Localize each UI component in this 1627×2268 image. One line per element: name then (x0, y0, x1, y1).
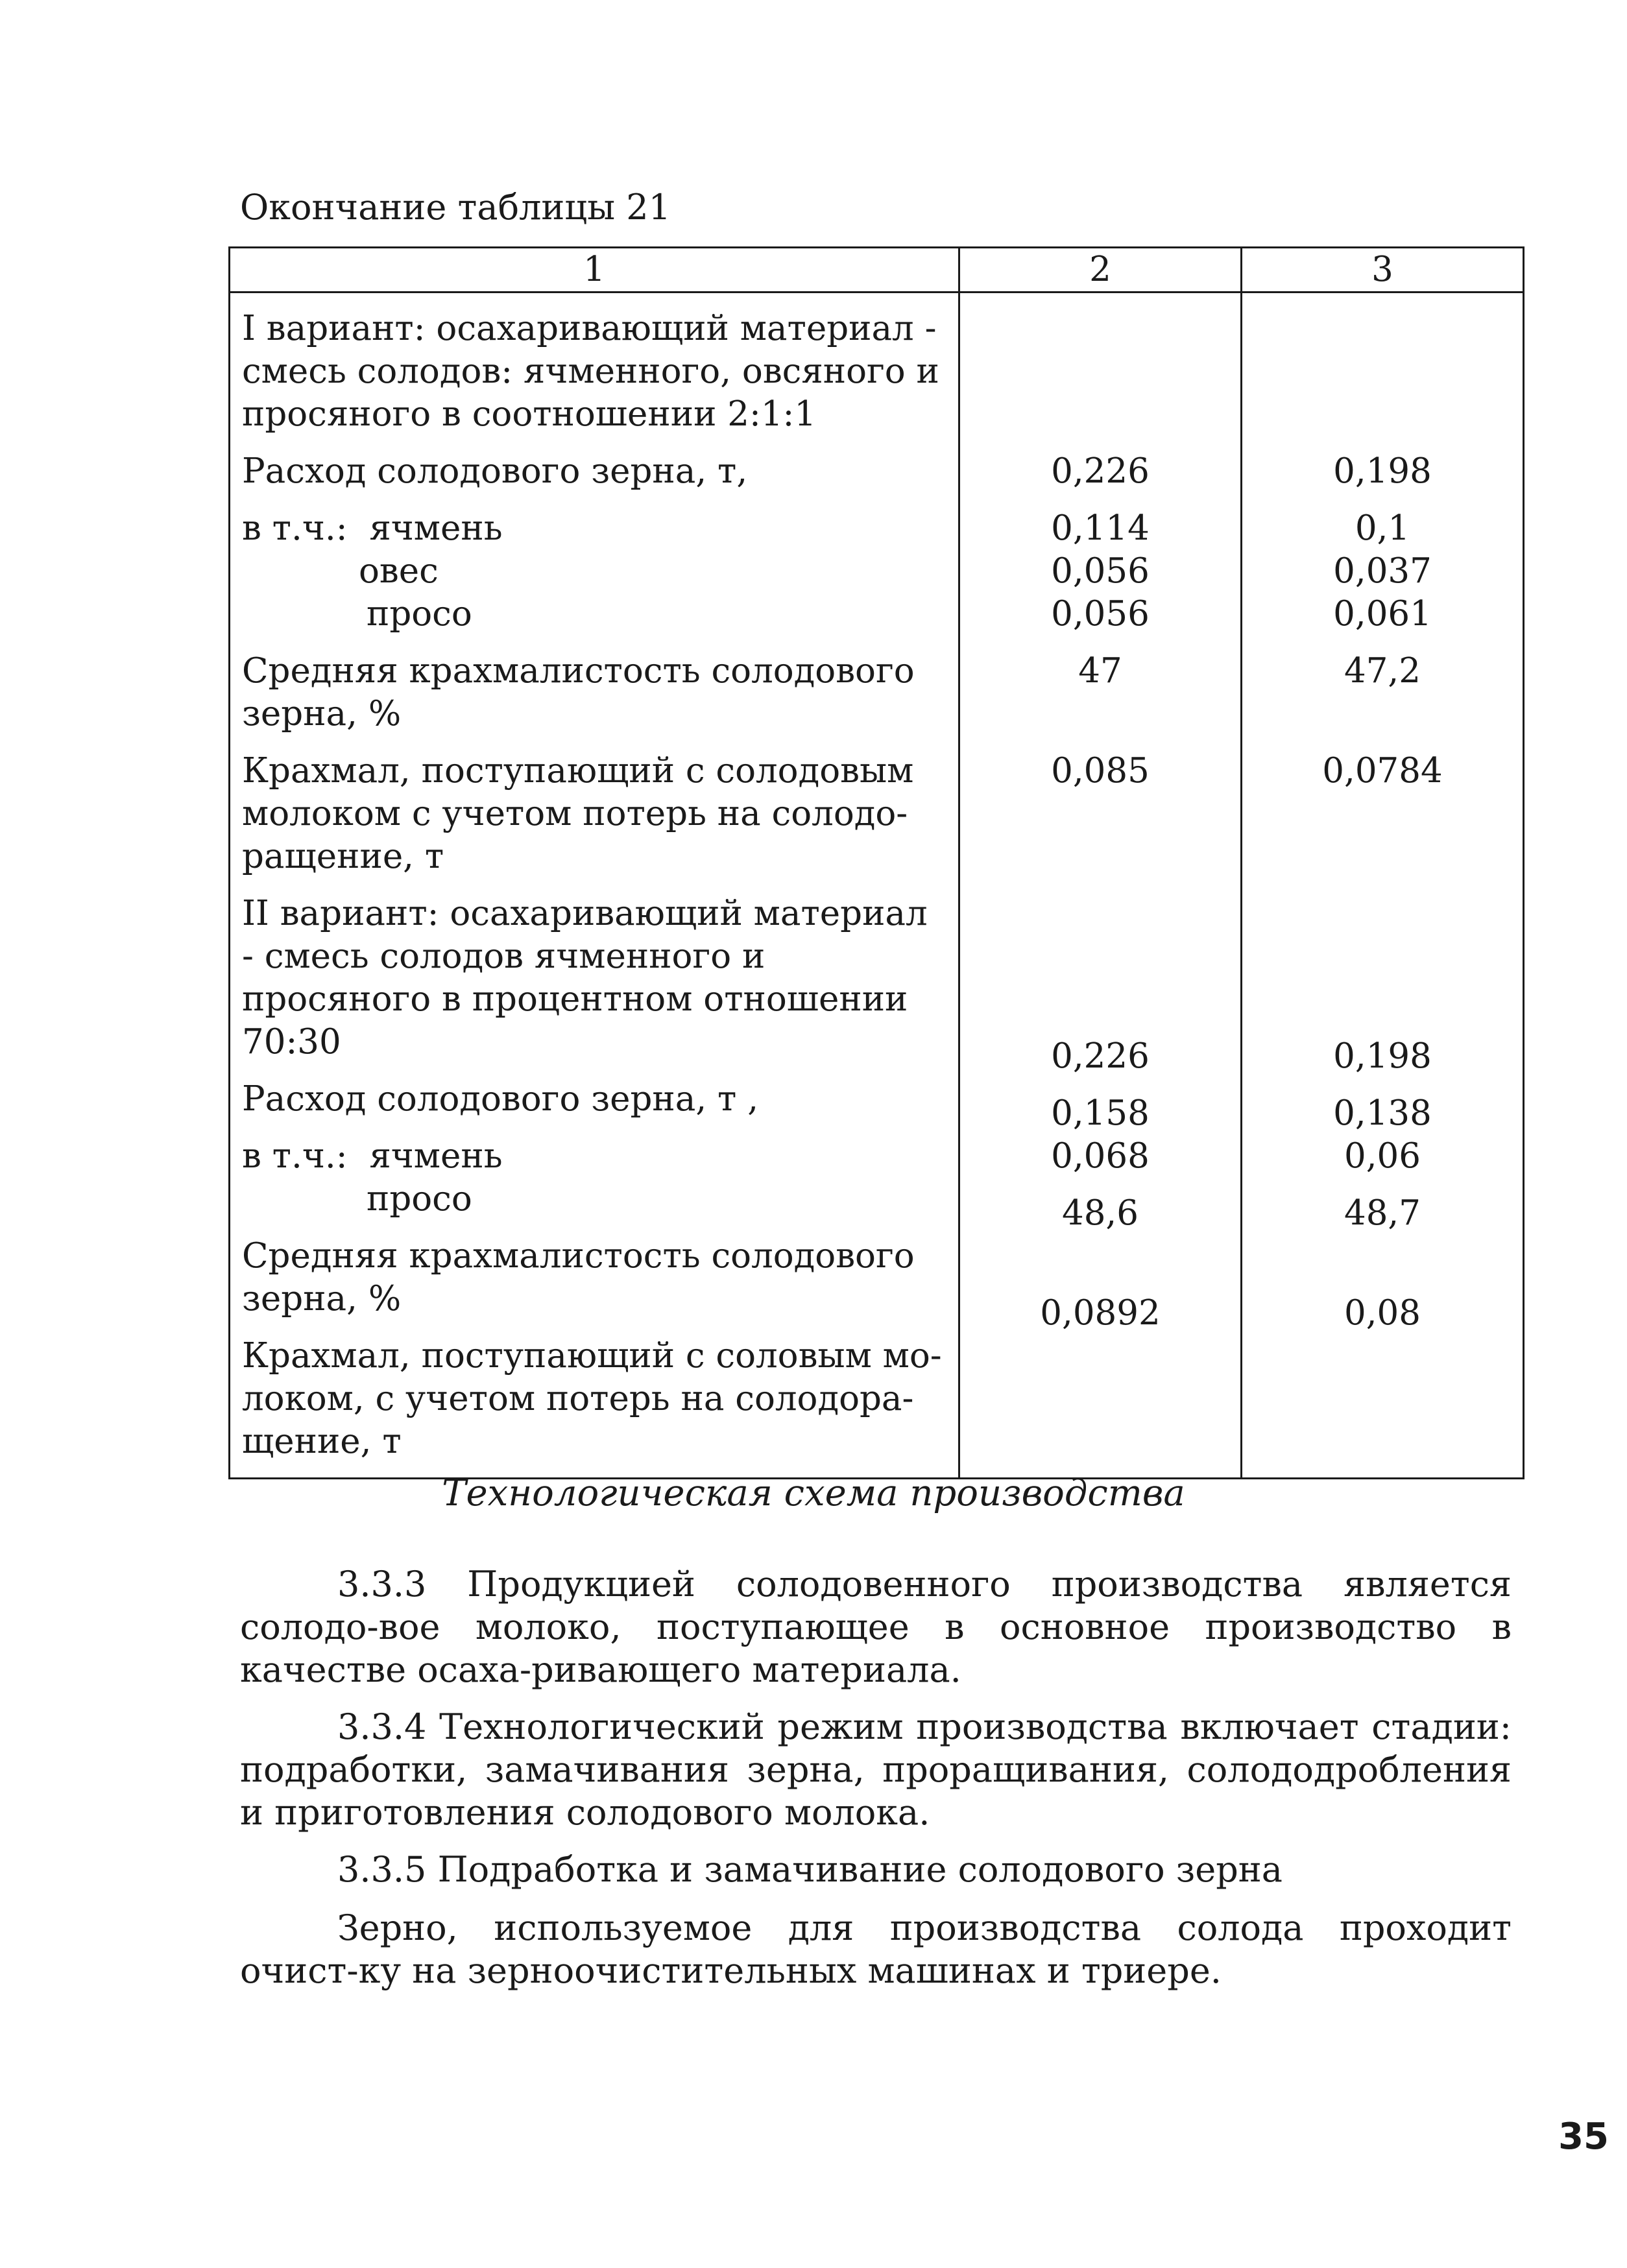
incl-prefix: в т.ч.: (242, 1136, 348, 1176)
v2-starchiness-c2-value: 48,6 (1061, 1193, 1139, 1233)
v1-starchiness-label: Средняя крахмалистость солодового зерна, % (242, 651, 915, 734)
v1-oats-c2: 0,056 (1051, 551, 1150, 591)
paragraph-grain-text: Зерно, используемое для производства солода проходит очист-ку на зерноочистительных машинах и триере. (240, 1907, 1512, 1991)
variant-1-heading: I вариант: осахаривающий материал - смесь солодов: ячменного, овсяного и просяного в соотношении 2:1:1 (242, 309, 939, 434)
v2-starchiness-label: Средняя крахмалистость солодового зерна, % (242, 1236, 915, 1319)
header-col-2: 2 (959, 248, 1241, 292)
v2-millet-label: просо (367, 1179, 472, 1219)
page-number: 35 (1558, 2116, 1609, 2158)
paragraph-3-3-4 (240, 1706, 1512, 1834)
v1-heading-spacer (972, 307, 1229, 450)
paragraph-3-3-5 (240, 1848, 1512, 1891)
v1-barley-line (242, 507, 946, 550)
v1-millet-c3: 0,061 (1333, 594, 1432, 634)
v1-starch-c2-value: 0,085 (1051, 751, 1150, 791)
v2-starch-label: Крахмал, поступающий с соловым мо-локом, с учетом потерь на солодора-щение, т (242, 1336, 942, 1461)
v2-barley-c2: 0,158 (1051, 1093, 1150, 1133)
header-col-1: 1 (230, 248, 959, 292)
v1-barley-c3: 0,1 (1355, 508, 1410, 548)
section-title: Технологическая схема производства (442, 1472, 1185, 1514)
v2-heading-spacer (972, 892, 1229, 1035)
v2-starch-c2: 0,0892 (1040, 1293, 1161, 1333)
v2-millet-c3: 0,06 (1344, 1136, 1421, 1176)
v2-millet-c2: 0,068 (1051, 1136, 1150, 1176)
v1-starchiness-c3 (1254, 650, 1511, 750)
table-cell-label (230, 292, 959, 1464)
v2-consumption-label: Расход солодового зерна, т , (242, 1079, 759, 1119)
table-cell-col-2 (959, 292, 1241, 1464)
v1-starchiness-c2 (972, 650, 1229, 750)
v1-starch-c3 (1254, 750, 1511, 892)
v1-heading-spacer (1254, 307, 1511, 450)
v1-starch-c2 (972, 750, 1229, 892)
v1-barley-label: ячмень (369, 508, 503, 548)
table-header-row (230, 248, 1524, 292)
v1-starch-c3-value: 0,0784 (1322, 751, 1443, 791)
paragraph-3-3-5-text: 3.3.5 Подработка и замачивание солодового зерна (337, 1849, 1283, 1890)
paragraph-3-3-3-text: 3.3.3 Продукцией солодовенного производства является солодо-вое молоко, поступающее в основное производство в качестве осаха-ривающего материала. (240, 1564, 1512, 1690)
v1-oats-label: овес (359, 551, 439, 591)
v1-consumption-c2: 0,226 (1051, 451, 1150, 491)
table-row (230, 292, 1524, 1464)
table-caption: Окончание таблицы 21 (240, 187, 671, 228)
v2-starchiness-c2 (972, 1192, 1229, 1292)
v2-consumption-c2: 0,226 (1051, 1036, 1150, 1076)
v1-consumption-c3: 0,198 (1333, 451, 1432, 491)
v2-barley-label: ячмень (369, 1136, 503, 1176)
v2-starch-c3: 0,08 (1344, 1293, 1421, 1333)
v1-consumption-label: Расход солодового зерна, т, (242, 451, 748, 491)
v2-barley-line (242, 1135, 946, 1178)
paragraph-3-3-4-text: 3.3.4 Технологический режим производства включает стадии: подработки, замачивания зерна, проращивания, солододробления и приготовления солодового молока. (240, 1706, 1512, 1833)
v2-barley-c3: 0,138 (1333, 1093, 1432, 1133)
v2-starchiness-c3 (1254, 1192, 1511, 1292)
v1-millet-c2: 0,056 (1051, 594, 1150, 634)
v1-starchiness-c2-value: 47 (1078, 651, 1122, 691)
paragraph-grain (240, 1907, 1512, 1992)
v1-starchiness-c3-value: 47,2 (1344, 651, 1421, 691)
v1-starch-label: Крахмал, поступающий с солодовым молоком с учетом потерь на солодо-ращение, т (242, 751, 914, 876)
incl-prefix: в т.ч.: (242, 508, 348, 548)
v1-millet-label: просо (367, 594, 472, 634)
table-cell-col-3 (1241, 292, 1523, 1464)
header-col-3: 3 (1241, 248, 1523, 292)
data-table (228, 246, 1525, 1479)
variant-2-heading: II вариант: осахаривающий материал - смесь солодов ячменного и просяного в процентном отношении 70:30 (242, 894, 928, 1062)
v1-oats-c3: 0,037 (1333, 551, 1432, 591)
v2-heading-spacer (1254, 892, 1511, 1035)
v2-starchiness-c3-value: 48,7 (1344, 1193, 1421, 1233)
paragraph-3-3-3 (240, 1563, 1512, 1691)
v2-consumption-c3: 0,198 (1333, 1036, 1432, 1076)
v1-barley-c2: 0,114 (1051, 508, 1150, 548)
